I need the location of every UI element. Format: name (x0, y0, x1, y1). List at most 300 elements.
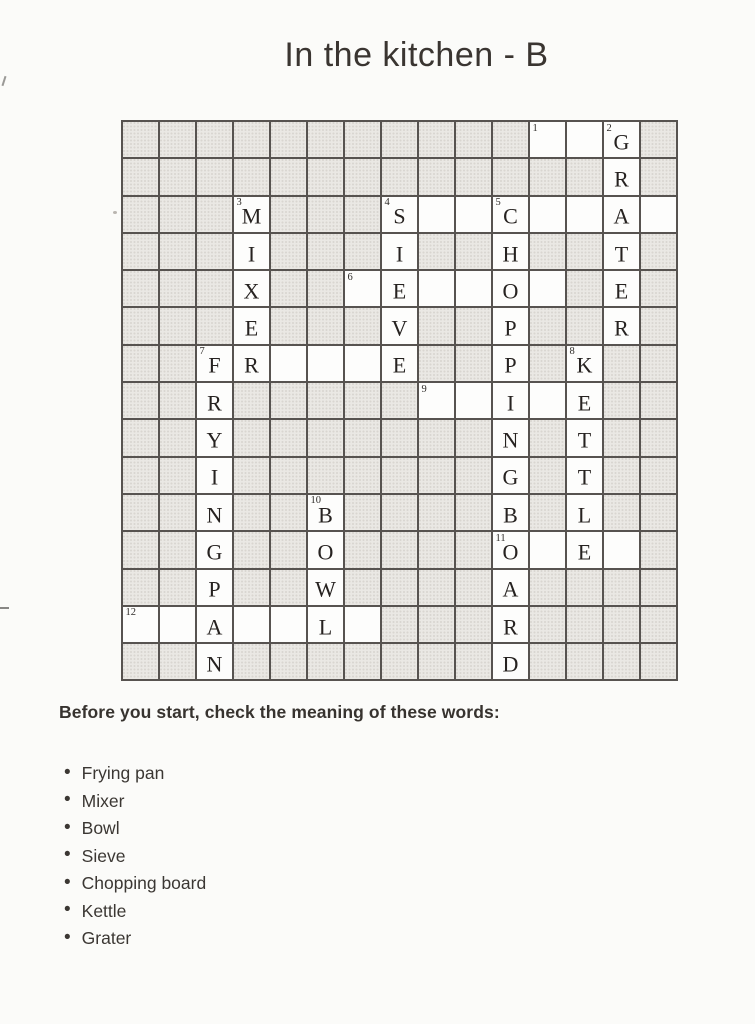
grid-cell-shaded (641, 271, 676, 306)
grid-cell-white (308, 607, 343, 642)
grid-cell-white (382, 234, 417, 269)
grid-cell-shaded (160, 644, 195, 679)
clue-number: 11 (495, 532, 506, 544)
grid-cell-shaded (567, 159, 602, 194)
cell-letter: E (392, 352, 407, 378)
cell-letter: L (318, 614, 333, 639)
cell-letter: A (502, 576, 519, 602)
grid-cell-white (419, 383, 454, 418)
grid-cell-white (160, 607, 195, 642)
grid-cell-shaded (419, 122, 454, 157)
crossword-grid (121, 120, 678, 681)
grid-cell-shaded (419, 234, 454, 269)
grid-cell-white (234, 271, 269, 306)
cell-letter: T (614, 241, 629, 267)
clue-number: 1 (532, 122, 538, 134)
grid-cell-shaded (271, 271, 306, 306)
grid-cell-white (567, 197, 602, 232)
grid-cell-shaded (271, 234, 306, 269)
grid-cell-white (234, 308, 269, 343)
grid-cell-shaded (456, 644, 491, 679)
grid-cell-shaded (567, 607, 602, 642)
grid-cell-shaded (567, 570, 602, 605)
grid-cell-shaded (160, 458, 195, 493)
grid-cell-shaded (641, 532, 676, 567)
grid-cell-white (308, 495, 343, 530)
grid-cell-shaded (234, 495, 269, 530)
cell-letter: T (577, 464, 592, 490)
grid-cell-white (530, 197, 565, 232)
cell-letter: H (502, 241, 519, 267)
cell-letter: O (502, 278, 519, 304)
grid-cell-white (493, 271, 528, 306)
grid-cell-white (641, 197, 676, 232)
grid-cell-shaded (160, 570, 195, 605)
grid-cell-shaded (271, 532, 306, 567)
grid-cell-shaded (604, 420, 639, 455)
word-label: Chopping board (81, 873, 207, 894)
grid-cell-shaded (308, 234, 343, 269)
grid-cell-shaded (456, 234, 491, 269)
grid-cell-white (308, 346, 343, 381)
cell-letter: V (391, 315, 408, 341)
cell-letter: R (503, 614, 518, 639)
grid-cell-white (456, 197, 491, 232)
grid-cell-shaded (160, 197, 195, 232)
grid-cell-shaded (123, 495, 158, 530)
word-list-item (64, 870, 206, 898)
grid-cell-shaded (456, 607, 491, 642)
cell-letter: R (614, 166, 629, 192)
grid-cell-shaded (604, 495, 639, 530)
word-list-item (64, 788, 206, 816)
grid-cell-white (382, 346, 417, 381)
cell-letter: P (504, 352, 517, 378)
grid-cell-shaded (382, 458, 417, 493)
grid-cell-shaded (197, 159, 232, 194)
cell-letter: I (395, 241, 404, 267)
grid-cell-shaded (530, 458, 565, 493)
clue-number: 5 (495, 197, 501, 209)
grid-cell-shaded (308, 383, 343, 418)
word-label: Frying pan (81, 763, 165, 784)
grid-cell-shaded (234, 644, 269, 679)
grid-cell-white (382, 271, 417, 306)
clue-number: 4 (384, 197, 390, 209)
cell-letter: I (247, 241, 256, 267)
grid-cell-shaded (123, 122, 158, 157)
grid-cell-shaded (493, 159, 528, 194)
grid-cell-white (419, 197, 454, 232)
grid-cell-shaded (456, 495, 491, 530)
grid-cell-white (197, 570, 232, 605)
grid-cell-shaded (271, 122, 306, 157)
grid-cell-white (530, 383, 565, 418)
grid-cell-shaded (160, 234, 195, 269)
cell-letter: L (577, 502, 592, 528)
cell-letter: I (210, 464, 219, 490)
word-label: Grater (81, 928, 132, 949)
grid-cell-shaded (567, 271, 602, 306)
instruction-text: Before you start, check the meaning of these words: (59, 702, 500, 722)
grid-cell-shaded (530, 420, 565, 455)
grid-cell-shaded (641, 122, 676, 157)
grid-cell-shaded (271, 197, 306, 232)
grid-cell-shaded (456, 570, 491, 605)
grid-cell-shaded (456, 308, 491, 343)
grid-cell-shaded (456, 420, 491, 455)
grid-cell-white (567, 495, 602, 530)
grid-cell-shaded (530, 495, 565, 530)
grid-cell-shaded (197, 197, 232, 232)
grid-cell-shaded (456, 458, 491, 493)
cell-letter: G (206, 539, 223, 565)
grid-cell-shaded (419, 570, 454, 605)
grid-cell-shaded (382, 644, 417, 679)
grid-cell-shaded (345, 420, 380, 455)
grid-cell-shaded (271, 308, 306, 343)
grid-cell-shaded (382, 570, 417, 605)
grid-cell-white (493, 644, 528, 679)
grid-cell-shaded (530, 346, 565, 381)
cell-letter: I (506, 390, 515, 416)
cell-letter: O (317, 539, 334, 565)
grid-cell-white (308, 570, 343, 605)
grid-cell-white (271, 607, 306, 642)
grid-cell-white (493, 420, 528, 455)
grid-cell-white (604, 532, 639, 567)
grid-cell-shaded (160, 420, 195, 455)
grid-cell-shaded (530, 308, 565, 343)
grid-cell-shaded (382, 122, 417, 157)
cell-letter: A (613, 203, 630, 229)
cell-letter: G (613, 129, 630, 155)
grid-cell-shaded (530, 607, 565, 642)
cell-letter: E (577, 539, 592, 565)
grid-cell-white (197, 532, 232, 567)
grid-cell-shaded (604, 383, 639, 418)
grid-cell-white (493, 197, 528, 232)
grid-cell-shaded (123, 271, 158, 306)
grid-cell-white (530, 122, 565, 157)
cell-letter: X (243, 278, 260, 304)
grid-cell-shaded (271, 159, 306, 194)
grid-cell-white (604, 122, 639, 157)
cell-letter: K (576, 352, 593, 378)
grid-cell-shaded (419, 532, 454, 567)
grid-cell-shaded (197, 122, 232, 157)
grid-cell-shaded (604, 346, 639, 381)
grid-cell-shaded (271, 570, 306, 605)
grid-cell-shaded (123, 197, 158, 232)
grid-cell-white (234, 197, 269, 232)
cell-letter: F (208, 352, 221, 378)
grid-cell-shaded (308, 197, 343, 232)
clue-number: 7 (199, 346, 205, 358)
word-list-item (64, 898, 206, 926)
grid-cell-shaded (234, 458, 269, 493)
grid-cell-white (308, 532, 343, 567)
grid-cell-white (234, 607, 269, 642)
grid-cell-shaded (530, 234, 565, 269)
grid-cell-shaded (234, 159, 269, 194)
grid-cell-shaded (160, 308, 195, 343)
grid-cell-shaded (234, 122, 269, 157)
word-label: Mixer (81, 790, 125, 811)
grid-cell-shaded (123, 644, 158, 679)
grid-cell-shaded (345, 495, 380, 530)
grid-cell-shaded (604, 570, 639, 605)
cell-letter: R (614, 315, 629, 341)
grid-cell-shaded (641, 308, 676, 343)
grid-cell-white (493, 458, 528, 493)
cell-letter: R (207, 390, 222, 416)
grid-cell-shaded (160, 159, 195, 194)
grid-cell-shaded (345, 532, 380, 567)
grid-cell-white (567, 122, 602, 157)
grid-cell-shaded (419, 346, 454, 381)
cell-letter: W (315, 576, 336, 602)
grid-cell-shaded (234, 570, 269, 605)
grid-cell-shaded (382, 532, 417, 567)
grid-cell-shaded (641, 159, 676, 194)
grid-cell-shaded (345, 197, 380, 232)
grid-cell-white (234, 234, 269, 269)
clue-number: 3 (236, 197, 242, 209)
grid-cell-shaded (604, 607, 639, 642)
grid-cell-white (493, 234, 528, 269)
cell-letter: O (502, 539, 519, 565)
grid-cell-white (271, 346, 306, 381)
grid-cell-shaded (419, 644, 454, 679)
grid-cell-shaded (123, 458, 158, 493)
cell-letter: Y (206, 427, 223, 453)
clue-number: 2 (606, 122, 612, 134)
cell-letter: S (393, 203, 406, 229)
grid-cell-shaded (197, 234, 232, 269)
grid-cell-shaded (456, 346, 491, 381)
grid-cell-shaded (530, 159, 565, 194)
cell-letter: N (206, 502, 223, 528)
grid-cell-shaded (308, 308, 343, 343)
grid-cell-white (493, 495, 528, 530)
grid-cell-white (604, 234, 639, 269)
grid-cell-shaded (419, 607, 454, 642)
cell-letter: T (577, 427, 592, 453)
grid-cell-white (493, 607, 528, 642)
grid-cell-white (419, 271, 454, 306)
clue-number: 9 (421, 383, 427, 395)
grid-cell-white (197, 644, 232, 679)
cell-letter: G (502, 464, 519, 490)
grid-cell-shaded (308, 122, 343, 157)
grid-cell-shaded (123, 346, 158, 381)
grid-cell-white (493, 570, 528, 605)
grid-cell-white (197, 458, 232, 493)
clue-number: 12 (125, 607, 136, 619)
grid-cell-white (530, 532, 565, 567)
grid-cell-white (456, 271, 491, 306)
grid-cell-white (197, 607, 232, 642)
grid-cell-shaded (604, 458, 639, 493)
clue-number: 10 (310, 495, 321, 507)
grid-cell-shaded (567, 308, 602, 343)
grid-cell-white (493, 532, 528, 567)
word-label: Kettle (81, 900, 127, 921)
grid-cell-shaded (160, 532, 195, 567)
grid-cell-white (345, 346, 380, 381)
word-list-item (64, 925, 206, 953)
grid-cell-shaded (382, 159, 417, 194)
grid-cell-white (567, 458, 602, 493)
grid-cell-shaded (345, 383, 380, 418)
word-list-item (64, 760, 206, 788)
grid-cell-shaded (530, 644, 565, 679)
bullet-icon: • (64, 816, 71, 838)
grid-cell-shaded (123, 159, 158, 194)
grid-cell-shaded (197, 271, 232, 306)
grid-cell-shaded (345, 570, 380, 605)
grid-cell-white (456, 383, 491, 418)
cell-letter: E (577, 390, 592, 416)
scan-artifact (113, 211, 117, 214)
grid-cell-shaded (530, 570, 565, 605)
grid-cell-shaded (567, 234, 602, 269)
grid-cell-shaded (123, 570, 158, 605)
grid-cell-shaded (641, 383, 676, 418)
grid-cell-white (493, 308, 528, 343)
grid-cell-white (567, 346, 602, 381)
grid-cell-shaded (234, 532, 269, 567)
word-list-item (64, 815, 206, 843)
grid-cell-shaded (160, 122, 195, 157)
cell-letter: P (504, 315, 517, 341)
grid-cell-shaded (604, 644, 639, 679)
grid-cell-shaded (308, 458, 343, 493)
scan-artifact (0, 607, 9, 609)
bullet-icon: • (64, 789, 71, 811)
cell-letter: R (244, 352, 259, 378)
grid-cell-shaded (382, 607, 417, 642)
grid-cell-shaded (345, 122, 380, 157)
grid-cell-shaded (271, 644, 306, 679)
grid-cell-white (604, 308, 639, 343)
grid-cell-shaded (345, 308, 380, 343)
grid-cell-shaded (234, 383, 269, 418)
grid-cell-white (604, 271, 639, 306)
grid-cell-white (530, 271, 565, 306)
clue-number: 6 (347, 271, 353, 283)
grid-cell-shaded (641, 420, 676, 455)
word-label: Bowl (81, 818, 120, 839)
bullet-icon: • (64, 899, 71, 921)
grid-cell-shaded (493, 122, 528, 157)
grid-cell-shaded (641, 607, 676, 642)
grid-cell-shaded (382, 383, 417, 418)
bullet-icon: • (64, 844, 71, 866)
grid-cell-shaded (271, 458, 306, 493)
grid-cell-shaded (123, 383, 158, 418)
grid-cell-shaded (382, 420, 417, 455)
grid-cell-white (604, 159, 639, 194)
cell-letter: A (206, 614, 223, 639)
grid-cell-white (567, 532, 602, 567)
grid-cell-shaded (456, 532, 491, 567)
grid-cell-white (197, 420, 232, 455)
cell-letter: E (244, 315, 259, 341)
grid-cell-shaded (419, 495, 454, 530)
grid-cell-white (197, 346, 232, 381)
grid-cell-shaded (345, 234, 380, 269)
grid-cell-shaded (641, 458, 676, 493)
grid-cell-shaded (271, 383, 306, 418)
cell-letter: B (318, 502, 333, 528)
grid-cell-shaded (123, 234, 158, 269)
grid-cell-shaded (419, 420, 454, 455)
scan-artifact (2, 76, 7, 86)
word-label: Sieve (81, 845, 126, 866)
grid-cell-white (382, 308, 417, 343)
cell-letter: E (614, 278, 629, 304)
grid-cell-shaded (308, 644, 343, 679)
grid-cell-shaded (271, 420, 306, 455)
grid-cell-shaded (308, 271, 343, 306)
grid-cell-shaded (419, 458, 454, 493)
grid-cell-shaded (456, 122, 491, 157)
grid-cell-shaded (160, 346, 195, 381)
bullet-icon: • (64, 926, 71, 948)
grid-cell-shaded (308, 159, 343, 194)
grid-cell-shaded (197, 308, 232, 343)
grid-cell-white (493, 346, 528, 381)
cell-letter: E (392, 278, 407, 304)
grid-cell-shaded (160, 495, 195, 530)
clue-number: 8 (569, 346, 575, 358)
cell-letter: N (502, 427, 519, 453)
grid-cell-white (604, 197, 639, 232)
grid-cell-shaded (567, 644, 602, 679)
grid-cell-shaded (308, 420, 343, 455)
grid-cell-shaded (641, 346, 676, 381)
word-list (64, 760, 206, 953)
cell-letter: B (503, 502, 518, 528)
cell-letter: D (502, 651, 519, 677)
grid-cell-white (493, 383, 528, 418)
grid-cell-shaded (345, 458, 380, 493)
grid-cell-white (382, 197, 417, 232)
bullet-icon: • (64, 871, 71, 893)
cell-letter: N (206, 651, 223, 677)
grid-cell-white (123, 607, 158, 642)
grid-cell-shaded (641, 495, 676, 530)
grid-cell-shaded (419, 308, 454, 343)
grid-cell-shaded (160, 271, 195, 306)
grid-cell-shaded (641, 570, 676, 605)
cell-letter: C (503, 203, 518, 229)
grid-cell-shaded (123, 420, 158, 455)
bullet-icon: • (64, 761, 71, 783)
grid-cell-shaded (345, 644, 380, 679)
grid-cell-shaded (641, 644, 676, 679)
grid-cell-shaded (123, 308, 158, 343)
grid-cell-white (345, 607, 380, 642)
grid-cell-shaded (123, 532, 158, 567)
word-list-item (64, 843, 206, 871)
cell-letter: P (208, 576, 221, 602)
grid-cell-shaded (271, 495, 306, 530)
grid-cell-white (567, 420, 602, 455)
cell-letter: M (241, 203, 262, 229)
